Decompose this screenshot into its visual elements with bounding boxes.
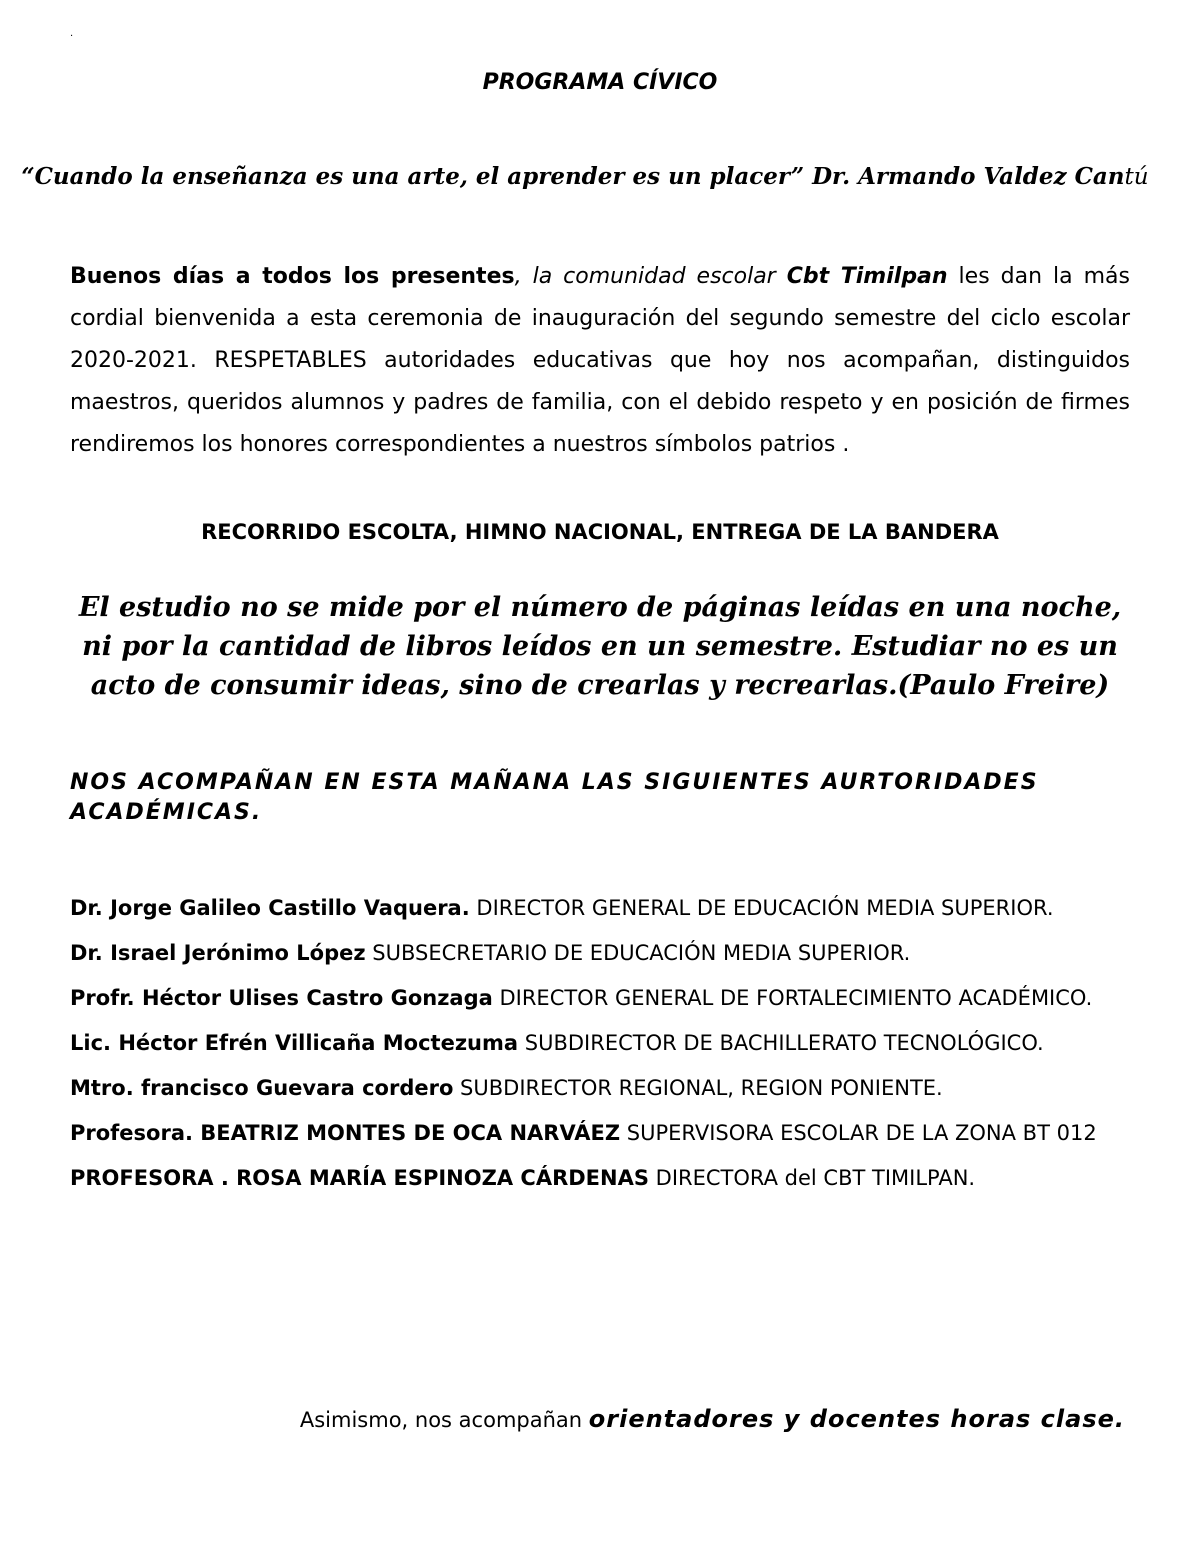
welcome-comma: , [514,264,533,289]
authority-role: DIRECTOR GENERAL DE FORTALECIMIENTO ACADÉMICO. [492,986,1093,1010]
authority-role: SUBSECRETARIO DE EDUCACIÓN MEDIA SUPERIOR. [365,941,911,965]
authority-entry [70,893,1110,923]
authority-entry [70,983,1110,1013]
authority-name: PROFESORA . ROSA MARÍA ESPINOZA CÁRDENAS [70,1166,649,1190]
honors-heading: RECORRIDO ESCOLTA, HIMNO NACIONAL, ENTREGA DE LA BANDERA [201,520,999,544]
authority-entry [70,1028,1110,1058]
opening-quote-text: “Cuando la enseñanza es una arte, el aprender es un placer” Dr. Armando Valdez Can [21,163,1125,190]
authority-entry [70,938,1110,968]
authority-entry [70,1118,1110,1148]
authority-name: Mtro. francisco Guevara cordero [70,1076,454,1100]
welcome-body: les dan la más cordial bienvenida a esta ceremonia de inauguración del segundo semestre del ciclo escolar 2020-2021. RESPETABLES autoridades educativas que hoy nos acompañan, distinguidos maestros, queridos alumnos y padres de familia, con el debido respeto y en posición de firmes rendiremos los honores correspondientes a nuestros símbolos patrios . [70,264,1130,457]
closing-plain: Asimismo, nos acompañan [299,1408,589,1432]
authority-name: Dr. Israel Jerónimo López [70,941,366,965]
authority-entry [70,1073,1110,1103]
stray-dot: . [70,28,74,39]
authority-role: SUPERVISORA ESCOLAR DE LA ZONA BT 012 [620,1121,1097,1145]
welcome-community: la comunidad escolar [532,264,787,289]
authority-name: Dr. Jorge Galileo Castillo Vaquera. [70,896,470,920]
authority-name: Profr. Héctor Ulises Castro Gonzaga [70,986,493,1010]
authorities-heading: NOS ACOMPAÑAN EN ESTA MAÑANA LAS SIGUIENTES AURTORIDADES ACADÉMICAS. [70,770,1039,825]
closing-emphasis: orientadores y docentes horas clase. [588,1405,1125,1433]
authority-role: DIRECTOR GENERAL DE EDUCACIÓN MEDIA SUPERIOR. [469,896,1054,920]
closing-line [0,1405,1125,1433]
authority-name: Profesora. BEATRIZ MONTES DE OCA NARVÁEZ [70,1121,621,1145]
authority-role: SUBDIRECTOR REGIONAL, REGION PONIENTE. [453,1076,943,1100]
authority-role: DIRECTORA del CBT TIMILPAN. [648,1166,976,1190]
authority-entry [70,1163,1110,1193]
welcome-school-name: Cbt Timilpan [786,264,948,289]
welcome-paragraph [70,256,1130,466]
opening-quote [0,163,1170,190]
authority-name: Lic. Héctor Efrén Villicaña Moctezuma [70,1031,519,1055]
page-title: PROGRAMA CÍVICO [482,70,718,95]
welcome-greeting: Buenos días a todos los presentes [70,264,515,289]
freire-quote: El estudio no se mide por el número de páginas leídas en una noche, ni por la cantidad de libros leídos en un semestre. Estudiar no es un acto de consumir ideas, sino de crearlas y recrearlas.(Paulo Freire) [78,592,1122,701]
authorities-list [70,893,1110,1208]
opening-quote-tail: tú [1124,164,1149,190]
authority-role: SUBDIRECTOR DE BACHILLERATO TECNOLÓGICO. [518,1031,1044,1055]
